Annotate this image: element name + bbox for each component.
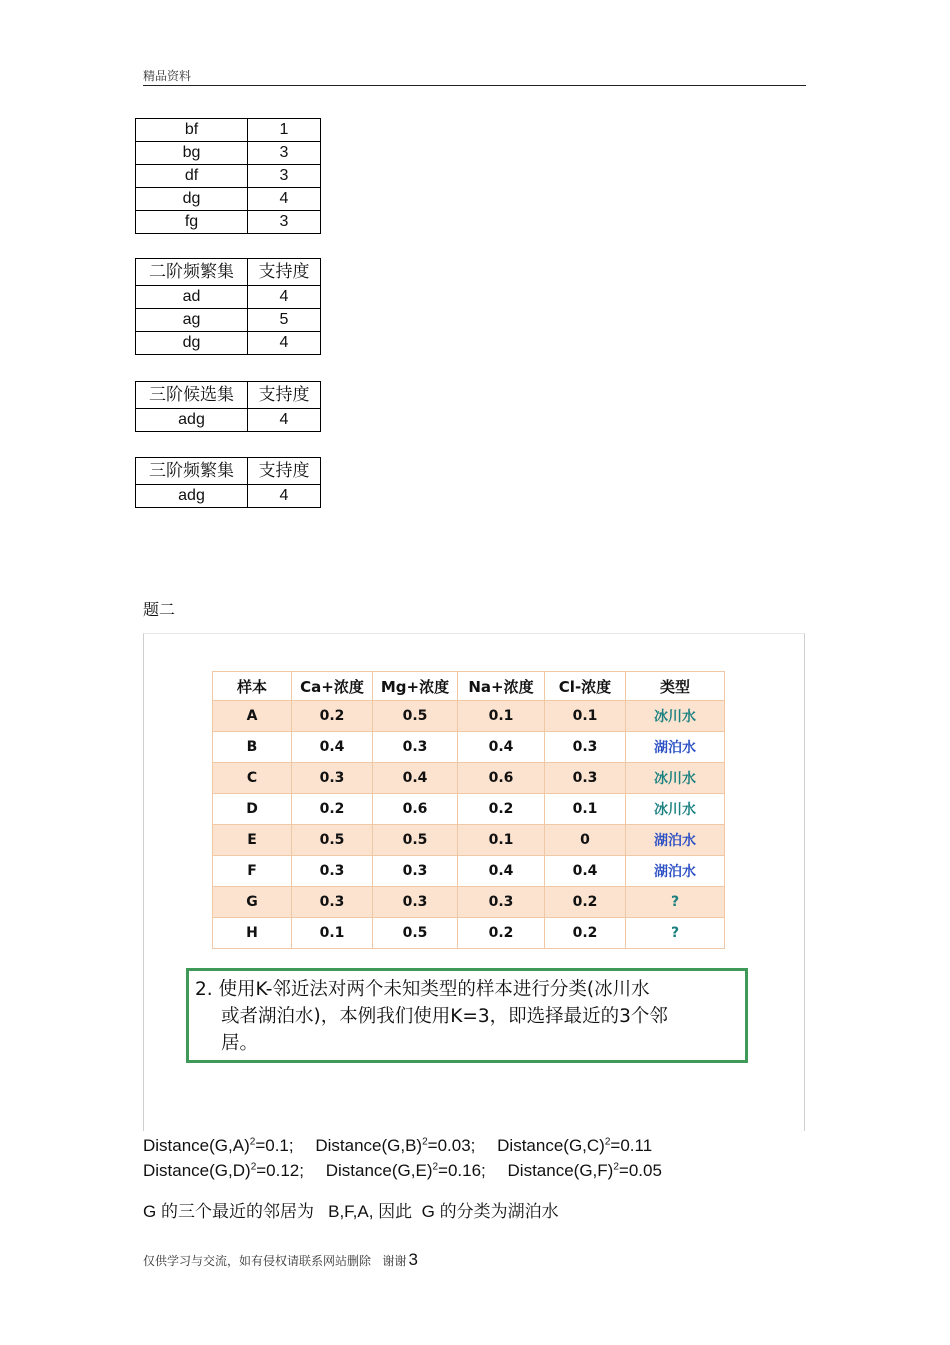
instruction-line: 居。 (221, 1033, 259, 1054)
mg-value: 0.4 (373, 763, 458, 794)
table-cell: 4 (248, 485, 321, 508)
water-type: 冰川水 (626, 701, 725, 732)
section-title: 题二 (143, 600, 176, 619)
table-cell: fg (136, 211, 248, 234)
mg-value: 0.5 (373, 701, 458, 732)
water-type: 湖泊水 (626, 825, 725, 856)
sample-id: E (213, 825, 292, 856)
table-row (213, 825, 725, 856)
header-rule (143, 85, 806, 86)
distance-value: =0.12; (256, 1161, 304, 1180)
table-cell: 3 (248, 211, 321, 234)
table-cell: 4 (248, 286, 321, 309)
table-header-row (136, 382, 321, 409)
table-cell: df (136, 165, 248, 188)
ca-value: 0.1 (292, 918, 373, 949)
mg-value: 0.5 (373, 918, 458, 949)
na-value: 0.4 (458, 856, 545, 887)
ca-value: 0.2 (292, 794, 373, 825)
distance-item (497, 1136, 652, 1155)
na-value: 0.3 (458, 887, 545, 918)
table-cell: 3 (248, 165, 321, 188)
distance-item (315, 1136, 475, 1155)
table-row (136, 119, 321, 142)
mg-value: 0.3 (373, 732, 458, 763)
distance-value: =0.05 (618, 1161, 662, 1180)
water-type: ? (626, 887, 725, 918)
table-cell: adg (136, 409, 248, 432)
instruction-line: 2. 使用K-邻近法对两个未知类型的样本进行分类(冰川水 (195, 979, 650, 1000)
table-header-row (136, 458, 321, 485)
table-row (136, 332, 321, 355)
ca-value: 0.3 (292, 887, 373, 918)
table-row (213, 794, 725, 825)
water-type: 湖泊水 (626, 732, 725, 763)
na-value: 0.2 (458, 794, 545, 825)
table-header-cell: 支持度 (248, 458, 321, 485)
distance-label: Distance(G,C) (497, 1136, 605, 1155)
table-header-cell: 类型 (626, 672, 725, 701)
ca-value: 0.3 (292, 763, 373, 794)
distance-exponent: 2 (604, 1136, 611, 1148)
table-cell: 4 (248, 409, 321, 432)
table-row (213, 918, 725, 949)
table-cell: ag (136, 309, 248, 332)
page-header: 精品资料 (143, 69, 192, 83)
table-row (213, 763, 725, 794)
page-footer (143, 1250, 418, 1270)
distance-exponent: 2 (249, 1136, 256, 1148)
table-row (136, 309, 321, 332)
table-cell: bg (136, 142, 248, 165)
sample-id: B (213, 732, 292, 763)
page-number: 3 (408, 1250, 418, 1269)
cl-value: 0.2 (545, 918, 626, 949)
distance-line-2 (143, 1161, 679, 1181)
table-cell: 4 (248, 332, 321, 355)
ca-value: 0.5 (292, 825, 373, 856)
na-value: 0.2 (458, 918, 545, 949)
water-sample-table (212, 671, 725, 949)
table-header-cell: Ca+浓度 (292, 672, 373, 701)
distance-label: Distance(G,E) (325, 1161, 433, 1180)
table-cell: 5 (248, 309, 321, 332)
table-header-cell: Na+浓度 (458, 672, 545, 701)
table-row (213, 701, 725, 732)
cl-value: 0.2 (545, 887, 626, 918)
distance-label: Distance(G,B) (315, 1136, 423, 1155)
distance-line-1 (143, 1136, 669, 1156)
table-row (136, 485, 321, 508)
mg-value: 0.3 (373, 887, 458, 918)
distance-label: Distance(G,D) (143, 1161, 251, 1180)
frequent-3-table (135, 457, 321, 508)
table-header-cell: 三阶候选集 (136, 382, 248, 409)
distance-exponent: 2 (432, 1161, 439, 1173)
table-cell: ad (136, 286, 248, 309)
pair-count-table (135, 118, 321, 234)
ca-value: 0.4 (292, 732, 373, 763)
table-header-cell: 二阶频繁集 (136, 259, 248, 286)
table-cell: adg (136, 485, 248, 508)
sample-id: C (213, 763, 292, 794)
water-type: 湖泊水 (626, 856, 725, 887)
table-row (213, 732, 725, 763)
distance-item (326, 1161, 486, 1180)
distance-exponent: 2 (613, 1161, 619, 1173)
table-header-row (213, 672, 725, 701)
sample-id: H (213, 918, 292, 949)
table-cell: 4 (248, 188, 321, 211)
knn-instruction-text (195, 976, 735, 1057)
mg-value: 0.6 (373, 794, 458, 825)
mg-value: 0.5 (373, 825, 458, 856)
cl-value: 0.3 (545, 763, 626, 794)
mg-value: 0.3 (373, 856, 458, 887)
distance-label: Distance(G,F) (507, 1161, 614, 1180)
table-header-cell: Cl-浓度 (545, 672, 626, 701)
water-type: ? (626, 918, 725, 949)
table-cell: bf (136, 119, 248, 142)
cl-value: 0.1 (545, 701, 626, 732)
knn-instruction-box (186, 968, 748, 1063)
distance-item (508, 1161, 662, 1180)
table-row (213, 887, 725, 918)
distance-label: Distance(G,A) (143, 1136, 250, 1155)
na-value: 0.1 (458, 825, 545, 856)
table-row (136, 165, 321, 188)
distance-exponent: 2 (422, 1136, 428, 1148)
table-cell: dg (136, 188, 248, 211)
table-header-cell: 三阶频繁集 (136, 458, 248, 485)
instruction-line: 或者湖泊水)，本例我们使用K=3，即选择最近的3个邻 (221, 1006, 668, 1027)
footer-text: 仅供学习与交流，如有侵权请联系网站删除 谢谢 (143, 1254, 407, 1268)
ca-value: 0.3 (292, 856, 373, 887)
table-header-cell: Mg+浓度 (373, 672, 458, 701)
table-row (136, 188, 321, 211)
table-row (213, 856, 725, 887)
sample-id: A (213, 701, 292, 732)
table-row (136, 142, 321, 165)
cl-value: 0.1 (545, 794, 626, 825)
table-cell: 1 (248, 119, 321, 142)
na-value: 0.1 (458, 701, 545, 732)
cl-value: 0.4 (545, 856, 626, 887)
distance-value: =0.1; (255, 1136, 294, 1155)
sample-id: G (213, 887, 292, 918)
distance-value: =0.16; (438, 1161, 486, 1180)
frequent-2-table (135, 258, 321, 355)
table-cell: dg (136, 332, 248, 355)
sample-id: D (213, 794, 292, 825)
ca-value: 0.2 (292, 701, 373, 732)
table-header-row (136, 259, 321, 286)
table-row (136, 286, 321, 309)
candidate-3-table (135, 381, 321, 432)
distance-item (143, 1161, 304, 1180)
table-cell: 3 (248, 142, 321, 165)
table-header-cell: 支持度 (248, 259, 321, 286)
distance-exponent: 2 (250, 1161, 257, 1173)
table-header-cell: 支持度 (248, 382, 321, 409)
table-row (136, 211, 321, 234)
cl-value: 0.3 (545, 732, 626, 763)
cl-value: 0 (545, 825, 626, 856)
water-type: 冰川水 (626, 763, 725, 794)
table-header-cell: 样本 (213, 672, 292, 701)
distance-item (143, 1136, 294, 1155)
na-value: 0.6 (458, 763, 545, 794)
distance-value: =0.03; (427, 1136, 476, 1155)
distance-value: =0.11 (610, 1136, 653, 1155)
water-type: 冰川水 (626, 794, 725, 825)
sample-id: F (213, 856, 292, 887)
table-row (136, 409, 321, 432)
na-value: 0.4 (458, 732, 545, 763)
conclusion-text: G 的三个最近的邻居为 B,F,A, 因此 G 的分类为湖泊水 (143, 1202, 559, 1221)
